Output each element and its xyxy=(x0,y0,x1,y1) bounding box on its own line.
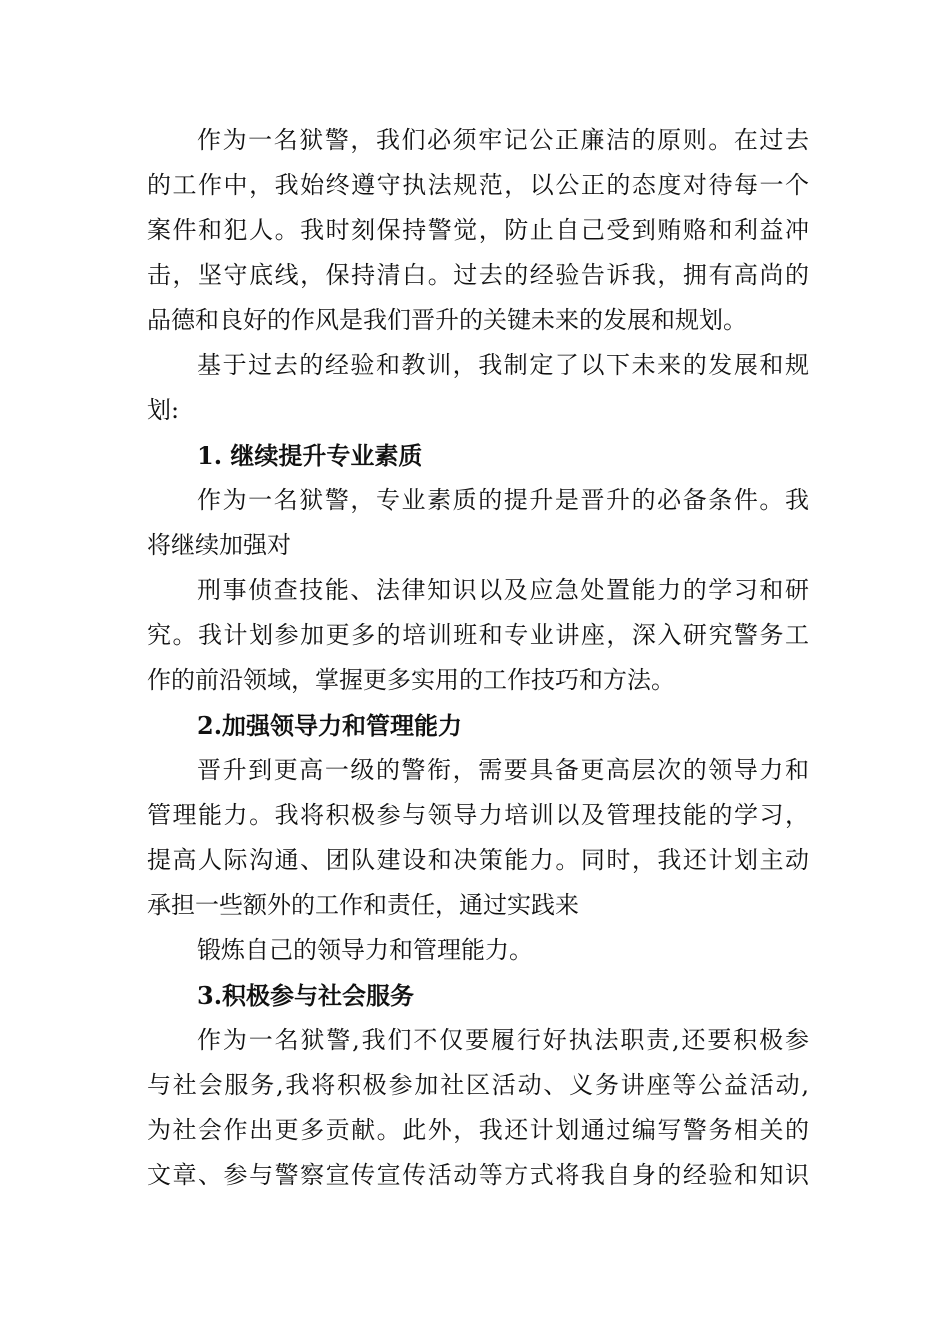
paragraph-training xyxy=(147,568,809,703)
text-line: 作的前沿领域，掌握更多实用的工作技巧和方法。 xyxy=(147,666,675,694)
text-line: 锻炼自己的领导力和管理能力。 xyxy=(197,936,533,964)
text-line: 承担一些额外的工作和责任，通过实践来 xyxy=(147,891,579,919)
text-line: 案件和犯人。我时刻保持警觉，防止自己受到贿赂和利益冲 xyxy=(147,216,809,244)
text-line: 作为一名狱警，专业素质的提升是晋升的必备条件。我 xyxy=(197,486,809,514)
text-line: 究。我计划参加更多的培训班和专业讲座，深入研究警务工 xyxy=(147,621,809,649)
text-line: 提高人际沟通、团队建设和决策能力。同时，我还计划主动 xyxy=(147,846,809,874)
text-line: 为社会作出更多贡献。此外，我还计划通过编写警务相关的 xyxy=(147,1116,809,1144)
text-line: 作为一名狱警，我们必须牢记公正廉洁的原则。在过去 xyxy=(197,126,809,154)
text-line: 品德和良好的作风是我们晋升的关键未来的发展和规划。 xyxy=(147,306,747,334)
text-line: 击，坚守底线，保持清白。过去的经验告诉我，拥有高尚的 xyxy=(147,261,809,289)
text-line: 基于过去的经验和教训，我制定了以下未来的发展和规 xyxy=(197,351,809,379)
text-line: 将继续加强对 xyxy=(147,531,291,559)
text-line: 划: xyxy=(147,396,180,424)
section-heading-1: 1. 继续提升专业素质 xyxy=(197,441,423,470)
paragraph-leadership xyxy=(147,748,809,928)
paragraph-leadership-practice xyxy=(147,928,809,973)
paragraph-social-service xyxy=(147,1018,809,1198)
section-heading-2: 2.加强领导力和管理能力 xyxy=(197,711,463,740)
section-heading-3: 3.积极参与社会服务 xyxy=(197,981,415,1010)
text-line: 刑事侦查技能、法律知识以及应急处置能力的学习和研 xyxy=(197,576,809,604)
text-line: 作为一名狱警,我们不仅要履行好执法职责,还要积极参 xyxy=(197,1026,809,1054)
text-line: 的工作中，我始终遵守执法规范，以公正的态度对待每一个 xyxy=(147,171,809,199)
text-line: 与社会服务,我将积极参加社区活动、义务讲座等公益活动, xyxy=(147,1071,809,1099)
paragraph-professional-quality xyxy=(147,478,809,568)
text-line: 文章、参与警察宣传宣传活动等方式将我自身的经验和知识 xyxy=(147,1161,809,1189)
paragraph-integrity xyxy=(147,118,809,343)
text-line: 晋升到更高一级的警衔，需要具备更高层次的领导力和 xyxy=(197,756,809,784)
paragraph-plan-intro xyxy=(147,343,809,433)
document-body xyxy=(147,118,809,1198)
text-line: 管理能力。我将积极参与领导力培训以及管理技能的学习， xyxy=(147,801,809,829)
